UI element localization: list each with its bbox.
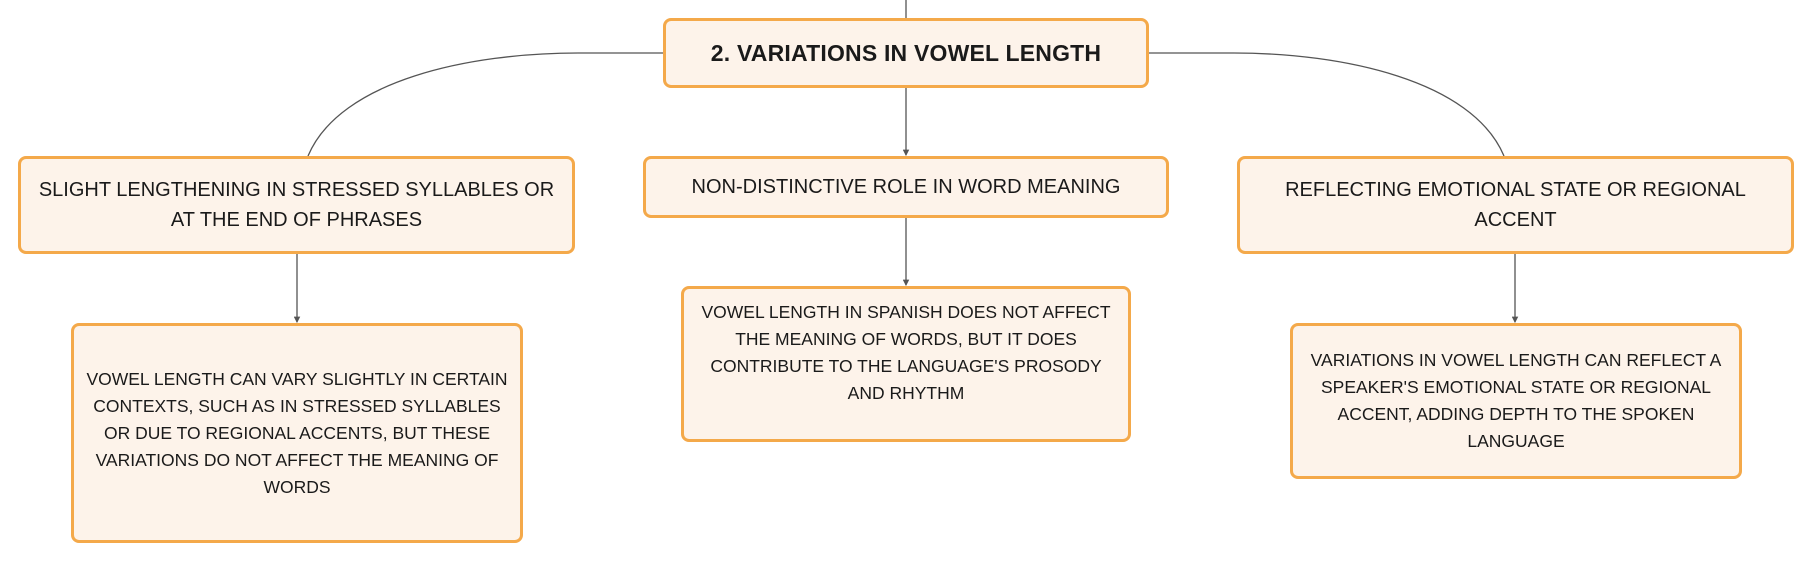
detail-node-non-distinctive-role[interactable]	[681, 286, 1131, 442]
branch-node-label: NON-DISTINCTIVE ROLE IN WORD MEANING	[691, 176, 1121, 198]
detail-node-text: VARIATIONS IN VOWEL LENGTH CAN REFLECT A SPEAKER'S EMOTIONAL STATE OR REGIONAL ACCENT, ADDING DEPTH TO THE SPOKEN LANGUAGE	[1310, 350, 1722, 451]
detail-node-text: VOWEL LENGTH IN SPANISH DOES NOT AFFECT THE MEANING OF WORDS, BUT IT DOES CONTRIBUTE TO THE LANGUAGE'S PROSODY AND RHYTHM	[701, 302, 1111, 403]
branch-node-label: REFLECTING EMOTIONAL STATE OR REGIONAL ACCENT	[1285, 179, 1746, 231]
detail-node-text: VOWEL LENGTH CAN VARY SLIGHTLY IN CERTAIN CONTEXTS, SUCH AS IN STRESSED SYLLABLES OR DUE TO REGIONAL ACCENTS, BUT THESE VARIATIONS DO NOT AFFECT THE MEANING OF WORDS	[86, 368, 508, 497]
branch-node-label: SLIGHT LENGTHENING IN STRESSED SYLLABLES OR AT THE END OF PHRASES	[38, 179, 555, 231]
detail-node-emotional-state[interactable]	[1290, 323, 1742, 479]
branch-node-emotional-state[interactable]	[1237, 156, 1794, 254]
connector-root-to-branch-1	[308, 53, 663, 156]
connector-root-to-branch-3	[1149, 53, 1504, 156]
branch-node-non-distinctive-role[interactable]	[643, 156, 1169, 218]
root-node[interactable]	[663, 18, 1149, 88]
root-node-label: 2. VARIATIONS IN VOWEL LENGTH	[710, 39, 1102, 66]
branch-node-stressed-syllables[interactable]	[18, 156, 575, 254]
detail-node-stressed-syllables[interactable]	[71, 323, 523, 543]
